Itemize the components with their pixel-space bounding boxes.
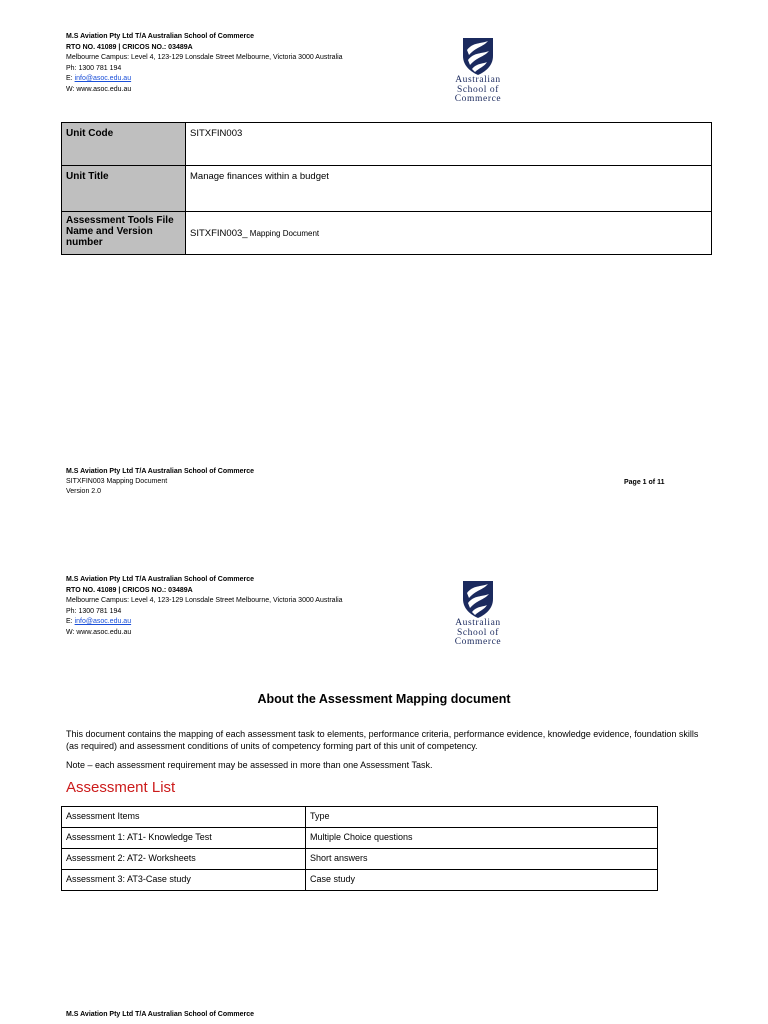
document-title: About the Assessment Mapping document [257,692,511,706]
note-paragraph: Note – each assessment requirement may be assessed in more than one Assessment Task. [66,760,433,770]
unit-title-row [62,166,712,212]
table-row [62,849,658,870]
school-logo [443,36,513,105]
page2-header-block [66,575,343,638]
unit-code-row [62,123,712,166]
unit-title-label: Unit Title [62,166,186,212]
column-header-type: Type [306,807,658,828]
assessment-file-label: Assessment Tools File Name and Version number [62,212,186,255]
footer-company-name: M.S Aviation Pty Ltd T/A Australian School of Commerce [66,468,254,475]
rto-number: RTO NO. 41089 | CRICOS NO.: 03489A [66,43,193,51]
table-row [62,870,658,891]
campus-address: Melbourne Campus: Level 4, 123-129 Lonsdale Street Melbourne, Victoria 3000 Australia [66,597,343,604]
table-row [62,828,658,849]
assessment-list-table [61,806,658,891]
page1-header-block [66,32,343,95]
shield-icon [460,36,496,76]
assessment-item-cell: Assessment 3: AT3-Case study [62,870,306,891]
logo-text-line2: School of [456,627,500,638]
company-name: M.S Aviation Pty Ltd T/A Australian School of Commerce [66,576,254,583]
assessment-file-value: SITXFIN003_ Mapping Document [186,212,712,255]
website-line: W: www.asoc.edu.au [66,628,132,636]
footer-version: Version 2.0 [66,488,102,495]
page2-footer-company-name: M.S Aviation Pty Ltd T/A Australian School of Commerce [66,1011,254,1018]
unit-code-value: SITXFIN003 [186,123,712,166]
page-number: Page 1 of 11 [624,479,665,486]
school-logo [443,579,513,648]
phone-number: Ph: 1300 781 194 [66,64,122,72]
assessment-type-cell: Multiple Choice questions [306,828,658,849]
assessment-type-cell: Short answers [306,849,658,870]
column-header-items: Assessment Items [62,807,306,828]
email-link[interactable]: info@asoc.edu.au [74,75,132,82]
company-name: M.S Aviation Pty Ltd T/A Australian School of Commerce [66,33,254,40]
email-line: E: info@asoc.edu.au [66,75,132,82]
unit-details-table [61,122,712,255]
logo-text-line1: Australian [455,75,501,85]
shield-icon [460,579,496,619]
unit-code-label: Unit Code [62,123,186,166]
table-header-row [62,807,658,828]
assessment-item-cell: Assessment 1: AT1- Knowledge Test [62,828,306,849]
campus-address: Melbourne Campus: Level 4, 123-129 Lonsdale Street Melbourne, Victoria 3000 Australia [66,54,343,61]
logo-text-line3: Commerce [454,94,502,104]
phone-number: Ph: 1300 781 194 [66,607,122,615]
email-line: E: info@asoc.edu.au [66,618,132,625]
website-line: W: www.asoc.edu.au [66,85,132,93]
page1-footer [66,467,254,497]
assessment-list-heading: Assessment List [66,779,176,796]
logo-text-line3: Commerce [454,637,502,647]
unit-title-value: Manage finances within a budget [186,166,712,212]
assessment-item-cell: Assessment 2: AT2- Worksheets [62,849,306,870]
email-link[interactable]: info@asoc.edu.au [74,618,132,625]
logo-text-line1: Australian [455,618,501,628]
intro-paragraph: This document contains the mapping of each assessment task to elements, performance criteria, performance evidence, knowledge evidence, foundation skills (as required) and assessment conditions of units of competency forming part of this unit of competency. [66,729,699,751]
assessment-file-row [62,212,712,255]
rto-number: RTO NO. 41089 | CRICOS NO.: 03489A [66,586,193,594]
logo-text-line2: School of [456,84,500,95]
footer-document-name: SITXFIN003 Mapping Document [66,478,168,485]
assessment-type-cell: Case study [306,870,658,891]
